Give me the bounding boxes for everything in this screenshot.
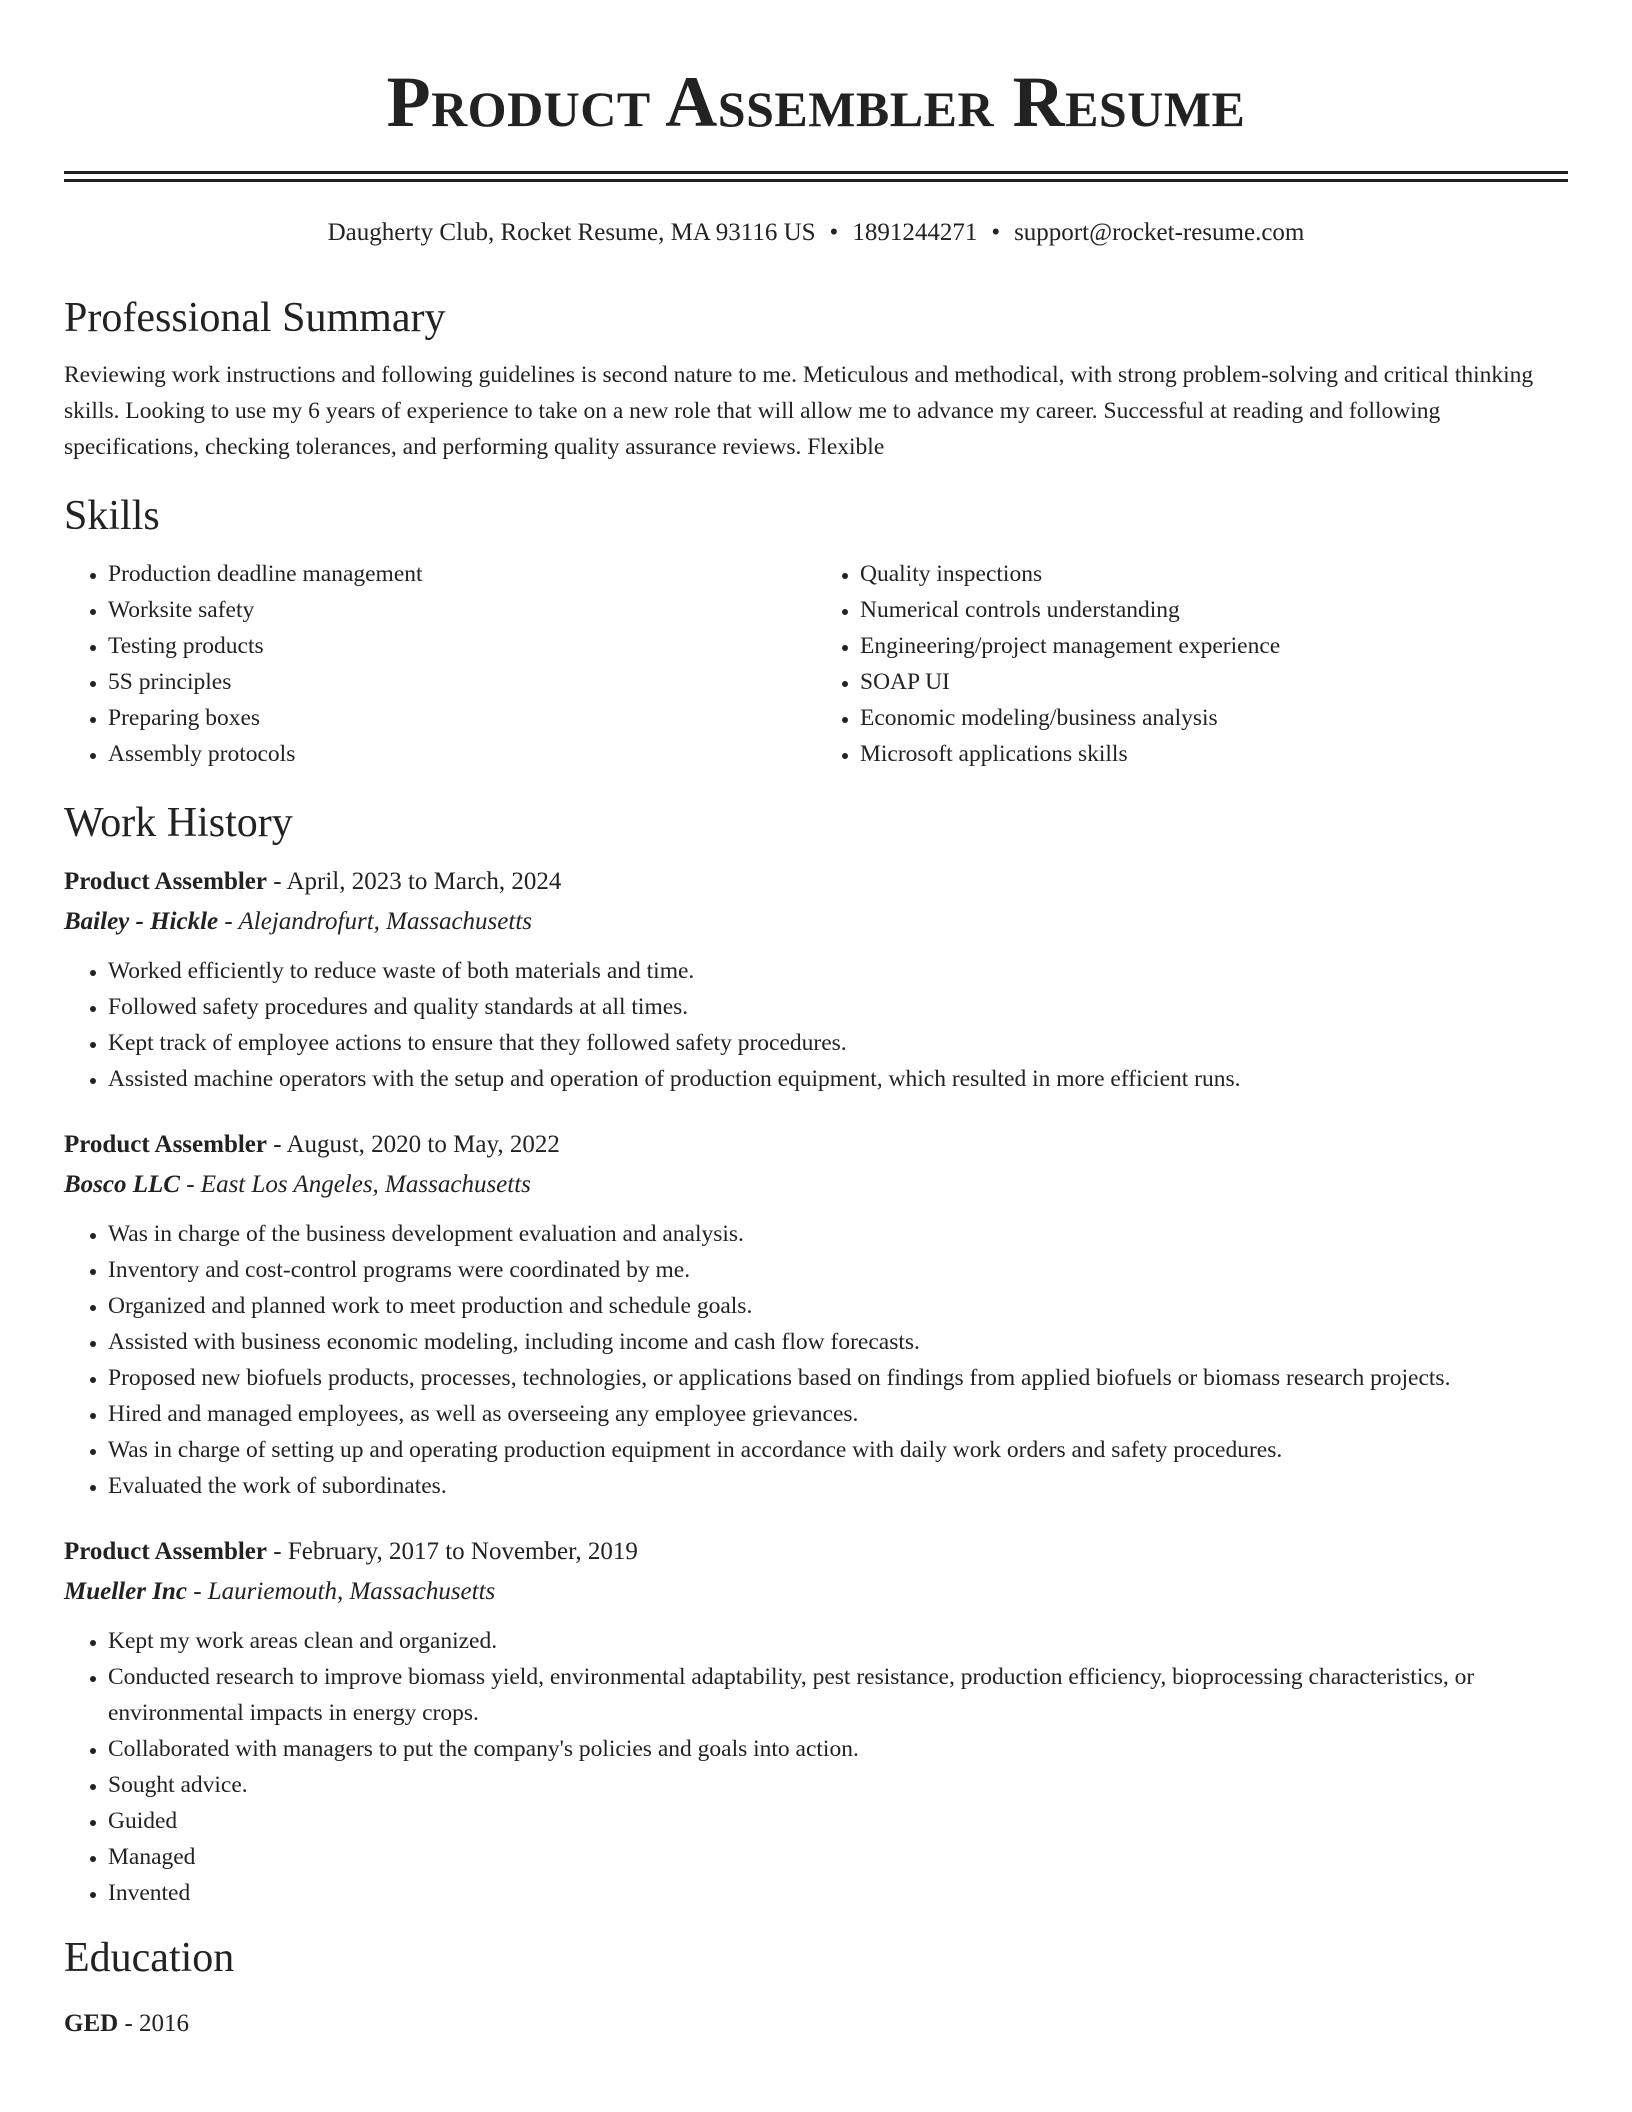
skill-item: • Economic modeling/business analysis bbox=[860, 700, 1568, 736]
education-dash: - bbox=[118, 2009, 140, 2037]
contact-separator: • bbox=[829, 219, 839, 246]
job-header bbox=[64, 1532, 1568, 1572]
duty-item: • Organized and planned work to meet production and schedule goals. bbox=[108, 1288, 1568, 1324]
skills-column-left bbox=[64, 556, 816, 772]
job-dash: - bbox=[267, 868, 287, 896]
education-heading: Education bbox=[64, 1935, 235, 1982]
job-header bbox=[64, 1125, 1568, 1165]
education-year: 2016 bbox=[139, 2009, 190, 2037]
duty-item: • Inventory and cost-control programs were coordinated by me. bbox=[108, 1252, 1568, 1288]
contact-separator: • bbox=[991, 219, 1001, 246]
skill-item: • Microsoft applications skills bbox=[860, 736, 1568, 772]
job-dash: - bbox=[267, 1538, 288, 1566]
job-duties bbox=[64, 1623, 1568, 1911]
skill-item: • Assembly protocols bbox=[108, 736, 816, 772]
job-dates: April, 2023 to March, 2024 bbox=[286, 868, 562, 896]
duty-item: • Kept my work areas clean and organized. bbox=[108, 1623, 1568, 1659]
duty-item: • Managed bbox=[108, 1839, 1568, 1875]
job-company: Bosco LLC bbox=[64, 1171, 180, 1199]
duty-item: • Conducted research to improve biomass yield, environmental adaptability, pest resistance, production efficiency, bioprocessing characteristics, or environmental impacts in energy crops. bbox=[108, 1659, 1568, 1731]
job-role: Product Assembler bbox=[64, 868, 267, 896]
skills-list bbox=[64, 556, 1568, 772]
skill-item: • Worksite safety bbox=[108, 592, 816, 628]
job-company: Bailey - Hickle bbox=[64, 908, 219, 936]
job-dates: August, 2020 to May, 2022 bbox=[286, 1131, 560, 1159]
duty-item: • Collaborated with managers to put the company's policies and goals into action. bbox=[108, 1731, 1568, 1767]
duty-item: • Assisted machine operators with the setup and operation of production equipment, which resulted in more efficient runs. bbox=[108, 1061, 1568, 1097]
job-employer bbox=[64, 1165, 1568, 1205]
skill-item: • Production deadline management bbox=[108, 556, 816, 592]
duty-item: • Followed safety procedures and quality standards at all times. bbox=[108, 989, 1568, 1025]
job-dash: - bbox=[267, 1131, 287, 1159]
job-entry bbox=[64, 1532, 1568, 1911]
job-header bbox=[64, 862, 1568, 902]
duty-item: • Assisted with business economic modeling, including income and cash flow forecasts. bbox=[108, 1324, 1568, 1360]
resume-title: Product Assembler Resume bbox=[386, 62, 1246, 142]
title-divider bbox=[64, 171, 1568, 182]
skill-item: • Numerical controls understanding bbox=[860, 592, 1568, 628]
skills-column-right bbox=[816, 556, 1568, 772]
job-role: Product Assembler bbox=[64, 1131, 267, 1159]
skill-item: • Testing products bbox=[108, 628, 816, 664]
skill-item: • SOAP UI bbox=[860, 664, 1568, 700]
job-entry bbox=[64, 862, 1568, 1097]
job-dash: - bbox=[218, 908, 239, 936]
duty-item: • Worked efficiently to reduce waste of both materials and time. bbox=[108, 953, 1568, 989]
education-degree: GED bbox=[64, 2009, 119, 2037]
education-entry bbox=[64, 2004, 1568, 2044]
job-role: Product Assembler bbox=[64, 1538, 267, 1566]
contact-phone: 1891244271 bbox=[852, 219, 978, 246]
duty-item: • Sought advice. bbox=[108, 1767, 1568, 1803]
duty-item: • Guided bbox=[108, 1803, 1568, 1839]
job-dates: February, 2017 to November, 2019 bbox=[287, 1538, 638, 1566]
skill-item: • 5S principles bbox=[108, 664, 816, 700]
skill-item: • Preparing boxes bbox=[108, 700, 816, 736]
work-history-heading: Work History bbox=[64, 799, 293, 846]
job-company: Mueller Inc bbox=[64, 1578, 187, 1606]
duty-item: • Was in charge of setting up and operating production equipment in accordance with daily work orders and safety procedures. bbox=[108, 1432, 1568, 1468]
job-employer bbox=[64, 902, 1568, 942]
job-entry bbox=[64, 1125, 1568, 1504]
job-dash: - bbox=[179, 1171, 201, 1199]
skill-item: • Quality inspections bbox=[860, 556, 1568, 592]
duty-item: • Hired and managed employees, as well as overseeing any employee grievances. bbox=[108, 1396, 1568, 1432]
duty-item: • Invented bbox=[108, 1875, 1568, 1911]
job-duties bbox=[64, 953, 1568, 1097]
job-location: Alejandrofurt, Massachusetts bbox=[238, 908, 533, 936]
summary-heading: Professional Summary bbox=[64, 295, 446, 341]
duty-item: • Evaluated the work of subordinates. bbox=[108, 1468, 1568, 1504]
job-dash: - bbox=[186, 1578, 208, 1606]
job-duties bbox=[64, 1216, 1568, 1504]
job-location: East Los Angeles, Massachusetts bbox=[200, 1171, 531, 1199]
job-location: Lauriemouth, Massachusetts bbox=[207, 1578, 496, 1606]
duty-item: • Was in charge of the business development evaluation and analysis. bbox=[108, 1216, 1568, 1252]
duty-item: • Kept track of employee actions to ensure that they followed safety procedures. bbox=[108, 1025, 1568, 1061]
contact-email[interactable]: support@rocket-resume.com bbox=[1014, 219, 1305, 246]
skill-item: • Engineering/project management experience bbox=[860, 628, 1568, 664]
skills-heading: Skills bbox=[64, 493, 160, 540]
contact-line bbox=[64, 218, 1568, 248]
job-employer bbox=[64, 1572, 1568, 1612]
contact-address: Daugherty Club, Rocket Resume, MA 93116 US bbox=[327, 219, 816, 246]
summary-text: Reviewing work instructions and following guidelines is second nature to me. Meticulous and methodical, with strong problem-solving and critical thinking skills. Looking to use my 6 years of experience to take on a new role that will allow me to advance my career. Successful at reading and following specifications, checking tolerances, and performing quality assurance reviews. Flexible bbox=[64, 362, 1534, 461]
duty-item: • Proposed new biofuels products, processes, technologies, or applications based on findings from applied biofuels or biomass research projects. bbox=[108, 1360, 1568, 1396]
